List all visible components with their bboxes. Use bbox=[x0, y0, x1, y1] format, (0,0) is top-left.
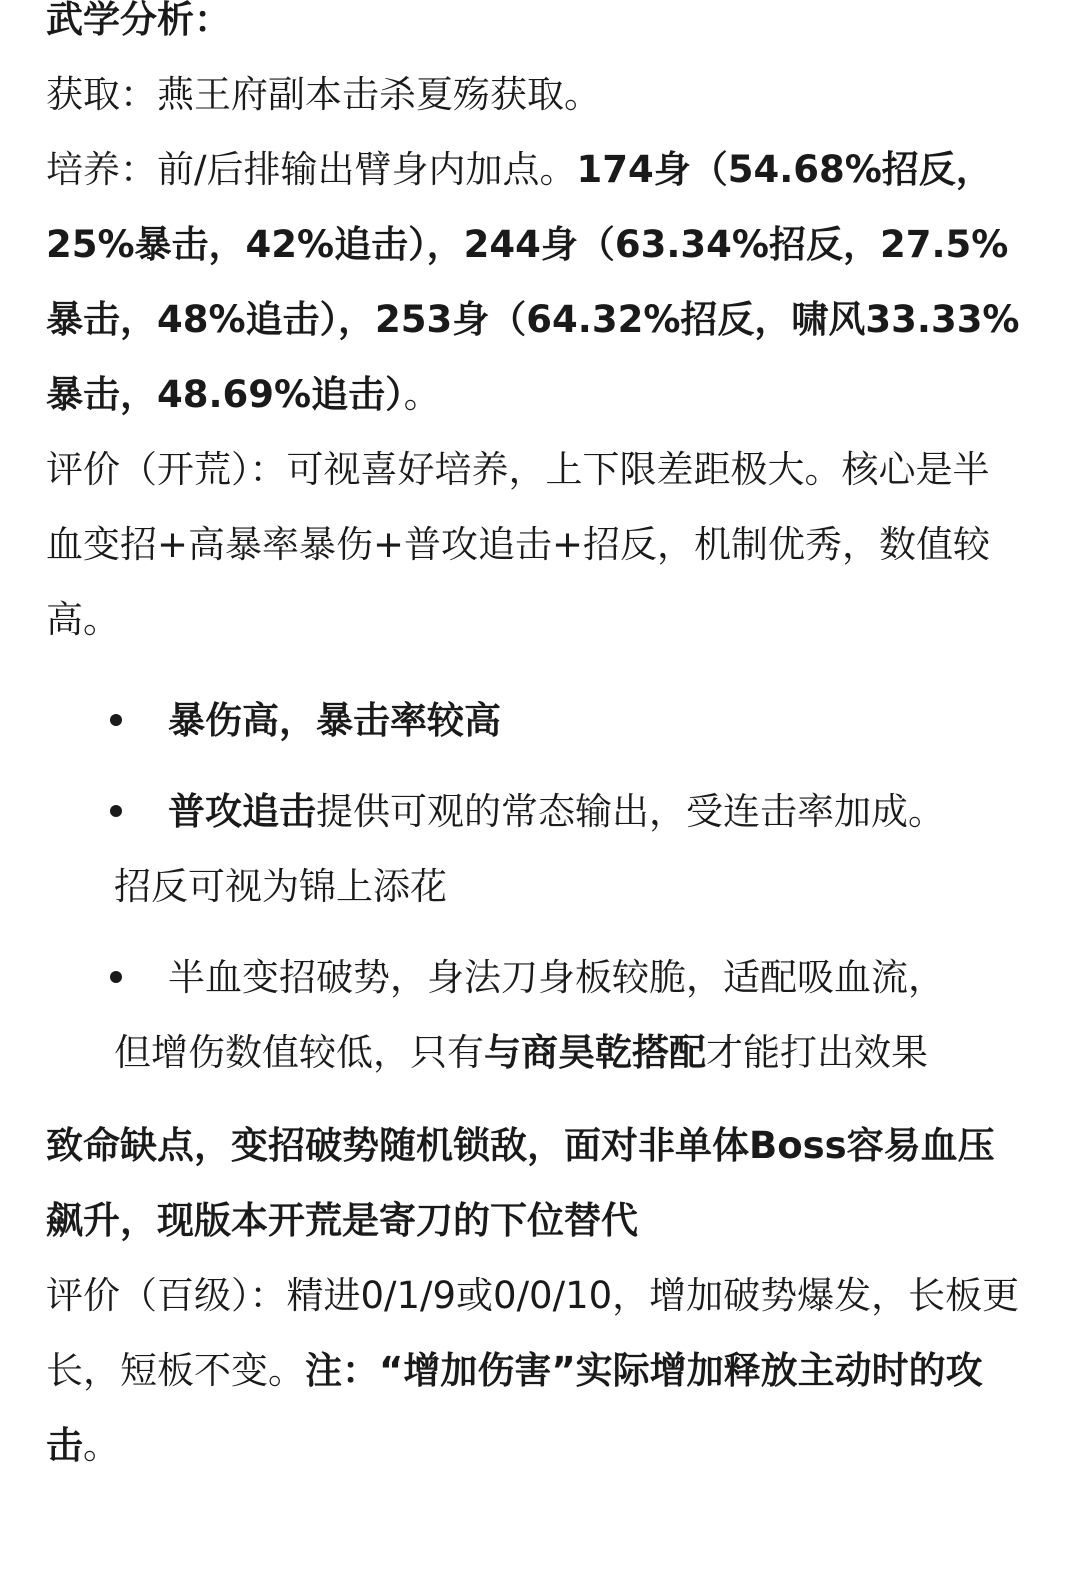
bullet-dot bbox=[110, 714, 122, 726]
eval-open-text: 可视喜好培养，上下限差距极大。核心是半血变招+高暴率暴伤+普攻追击+招反，机制优秀，数值较高。 bbox=[46, 448, 991, 641]
eval-open-paragraph bbox=[46, 432, 1026, 657]
acquire-paragraph bbox=[46, 57, 1026, 132]
eval-hundred-text: 精进0/1/9或0/0/10，增加破势爆发，长板更长，短板不变。 bbox=[46, 1274, 1020, 1392]
list-item bbox=[46, 683, 964, 758]
train-text: 前/后排输出臂身内加点。 bbox=[157, 148, 577, 191]
eval-open-label: 评价（开荒）： bbox=[46, 448, 287, 491]
list-item-bold: 与商昊乾搭配 bbox=[484, 1031, 706, 1074]
train-label: 培养： bbox=[46, 148, 157, 191]
eval-hundred-label: 评价（百级）： bbox=[46, 1274, 287, 1317]
bullet-dot bbox=[110, 805, 122, 817]
bullet-dot bbox=[110, 971, 122, 983]
fatal-flaw-paragraph: 致命缺点，变招破势随机锁敌，面对非单体Boss容易血压飙升，现版本开荒是寄刀的下位替代 bbox=[46, 1124, 995, 1242]
train-end: 。 bbox=[403, 373, 441, 416]
list-item-text-end: 才能打出效果 bbox=[706, 1031, 928, 1074]
article-body bbox=[46, 0, 1026, 1483]
list-item bbox=[46, 774, 964, 924]
train-paragraph bbox=[46, 132, 1026, 432]
list-item bbox=[46, 940, 964, 1090]
eval-hundred-end: 。 bbox=[83, 1424, 120, 1467]
list-item-bold: 普攻追击 bbox=[168, 790, 316, 833]
list-item-text: 提供可观的常态输出，受连击率加成。招反可视为锦上添花 bbox=[114, 790, 945, 908]
eval-hundred-note: 注：“增加伤害”实际增加释放主动时的攻击 bbox=[46, 1349, 983, 1467]
section-heading: 武学分析： bbox=[46, 0, 231, 41]
feature-list bbox=[46, 683, 1026, 1090]
eval-hundred-paragraph bbox=[46, 1258, 1026, 1483]
list-item-bold: 暴伤高，暴击率较高 bbox=[168, 699, 501, 742]
acquire-label: 获取： bbox=[46, 73, 157, 116]
list-item-text: 半血变招破势，身法刀身板较脆，适配吸血流，但增伤数值较低，只有 bbox=[114, 956, 945, 1074]
acquire-text: 燕王府副本击杀夏殇获取。 bbox=[157, 73, 601, 116]
train-stats: 174身（54.68%招反，25%暴击，42%追击），244身（63.34%招反，27.5%暴击，48%追击），253身（64.32%招反，啸风33.33%暴击，48.69%追击） bbox=[46, 148, 1020, 416]
